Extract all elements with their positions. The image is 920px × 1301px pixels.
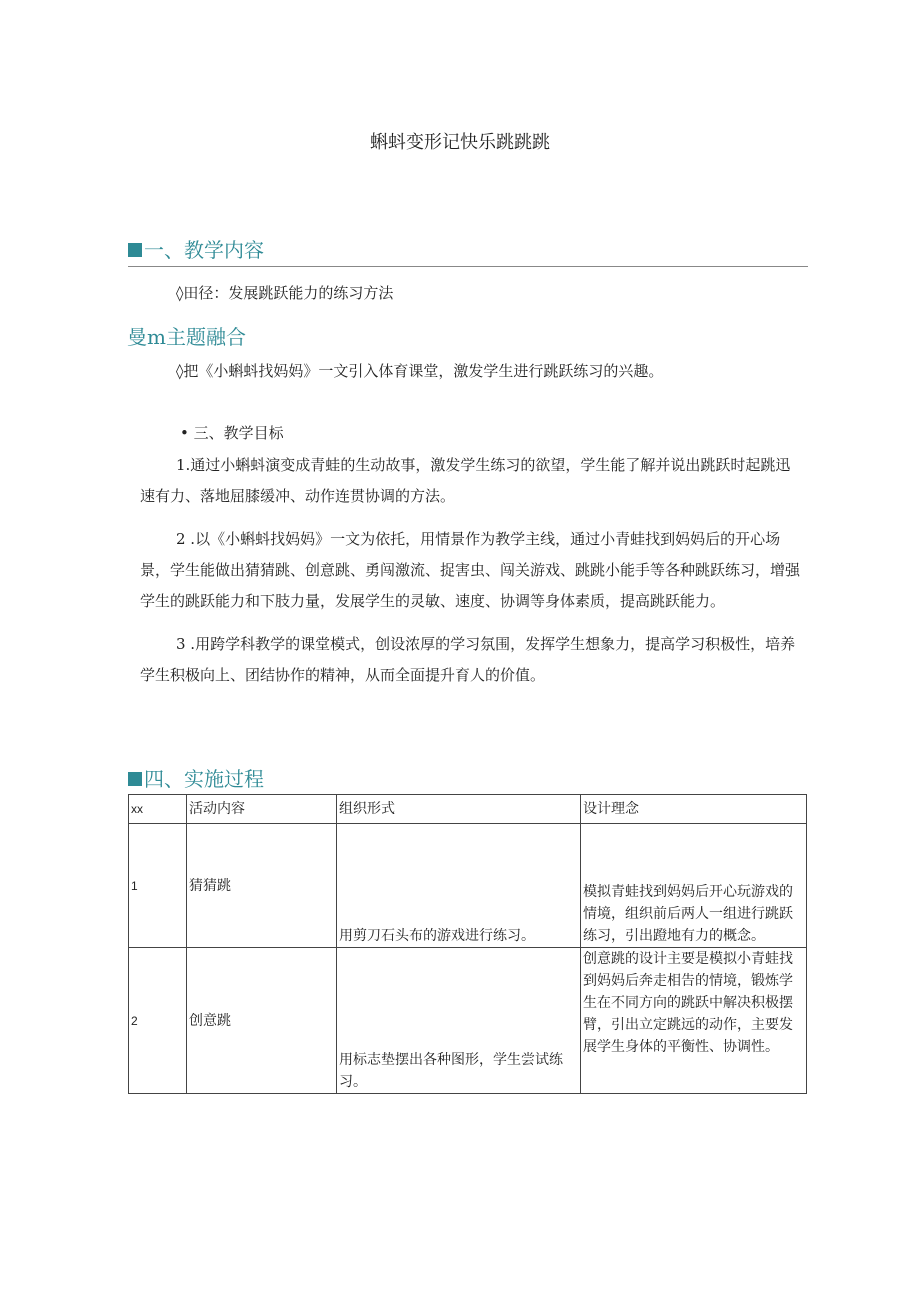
section-heading-implementation [128, 763, 264, 792]
table-row [129, 824, 807, 948]
row-organization: 用剪刀石头布的游戏进行练习。 [337, 824, 581, 948]
section-heading-teaching-content [128, 234, 264, 263]
row-organization: 用标志垫摆出各种图形，学生尝试练习。 [337, 948, 581, 1094]
header-cell-number: xx [129, 795, 187, 824]
row-concept: 创意跳的设计主要是模拟小青蛙找到妈妈后奔走相告的情境，锻炼学生在不同方向的跳跃中解决积极摆臂，引出立定跳远的动作，主要发展学生身体的平衡性、协调性。 [581, 948, 807, 1094]
goal-item-1: 1.通过小蝌蚪演变成青蛙的生动故事，激发学生练习的欲望，学生能了解并说出跳跃时起跳迅速有力、落地屈膝缓冲、动作连贯协调的方法。 [140, 456, 791, 505]
row-activity: 创意跳 [187, 948, 337, 1094]
row-number: 2 [129, 948, 187, 1094]
header-cell-organization: 组织形式 [337, 795, 581, 824]
goal-item-3: 3 .用跨学科教学的课堂模式，创设浓厚的学习氛围，发挥学生想象力，提高学习积极性，培养学生积极向上、团结协作的精神，从而全面提升育人的价值。 [140, 635, 796, 684]
section-heading-theme-fusion: 曼m主题融合 [127, 325, 246, 349]
header-cell-concept: 设计理念 [581, 795, 807, 824]
table-row [129, 948, 807, 1094]
section-heading-text: 一、教学内容 [144, 238, 264, 262]
goal-item-2: 2 .以《小蝌蚪找妈妈》一文为依托，用情景作为教学主线，通过小青蛙找到妈妈后的开心场景，学生能做出猜猜跳、创意跳、勇闯激流、捉害虫、闯关游戏、跳跳小能手等各种跳跃练习，增强学生的跳跃能力和下肢力量，发展学生的灵敏、速度、协调等身体素质，提高跳跃能力。 [140, 530, 801, 610]
section-divider [128, 266, 808, 267]
table-header-row [129, 795, 807, 824]
section-heading-teaching-goals: • 三、教学目标 [180, 424, 284, 442]
square-bullet-icon [128, 772, 142, 786]
teaching-content-text: ◊田径：发展跳跃能力的练习方法 [176, 284, 394, 302]
document-title: 蝌蚪变形记快乐跳跳跳 [370, 132, 550, 153]
square-bullet-icon [128, 243, 142, 257]
theme-fusion-text: ◊把《小蝌蚪找妈妈》一文引入体育课堂，激发学生进行跳跃练习的兴趣。 [176, 362, 664, 380]
implementation-table [128, 794, 807, 1094]
section-heading-text: 四、实施过程 [144, 767, 264, 791]
row-concept: 模拟青蛙找到妈妈后开心玩游戏的情境，组织前后两人一组进行跳跃练习，引出蹬地有力的概念。 [581, 824, 807, 948]
row-number: 1 [129, 824, 187, 948]
teaching-goals-list [140, 450, 804, 691]
row-activity: 猜猜跳 [187, 824, 337, 948]
header-cell-activity: 活动内容 [187, 795, 337, 824]
